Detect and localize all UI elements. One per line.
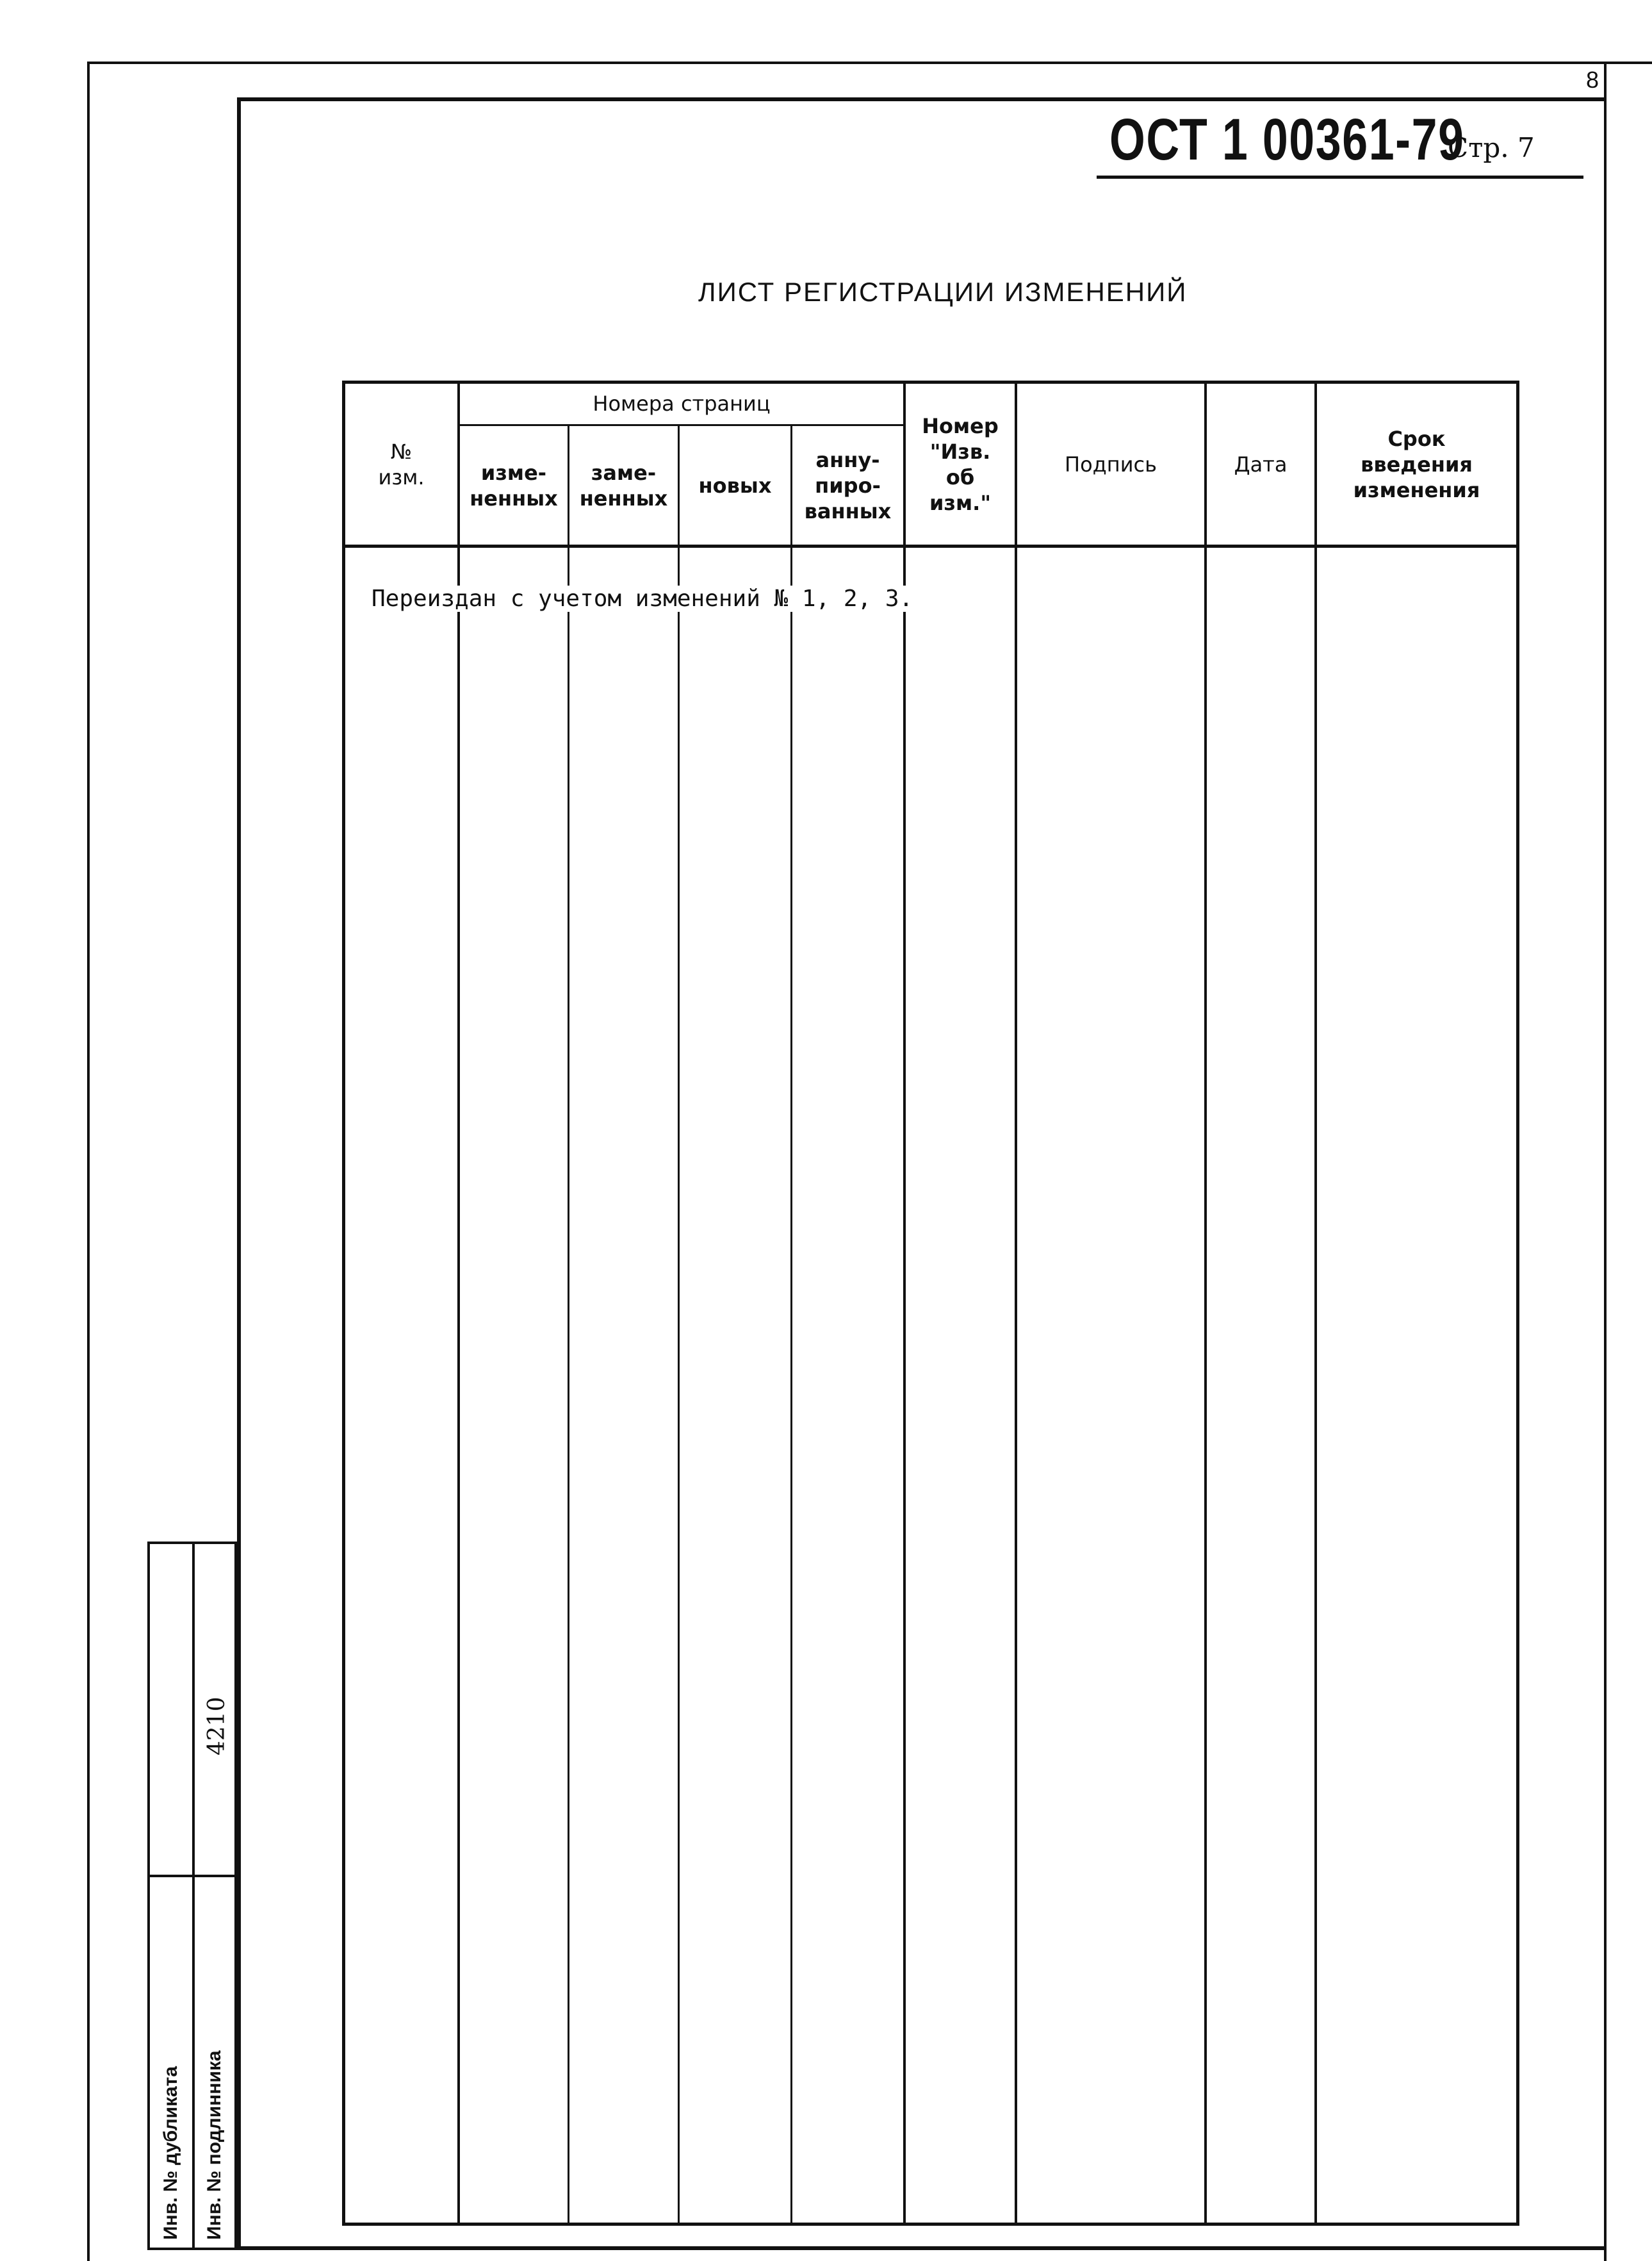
header-bottom-rule (342, 545, 1519, 548)
outer-frame-right (1604, 62, 1607, 2261)
header-page-numbers: Номера страниц (593, 391, 771, 416)
stamp-row-divider (147, 1875, 237, 1877)
document-title: ЛИСТ РЕГИСТРАЦИИ ИЗМЕНЕНИЙ (698, 277, 1188, 307)
outer-frame-left (87, 62, 90, 2261)
original-inventory-value: 4210 (204, 1697, 230, 1755)
col-divider (568, 424, 569, 2226)
original-inventory-label: Инв. № подлинника (204, 2050, 225, 2240)
document-code: ОСТ 1 00361-79 (1109, 107, 1465, 172)
col-divider (678, 424, 680, 2226)
col-divider (790, 424, 792, 2226)
header-notice-number: Номер "Изв. об изм." (922, 413, 999, 515)
change-registration-table (342, 381, 1519, 2226)
inner-frame-left (237, 97, 241, 2250)
col-divider (1204, 381, 1207, 2226)
header-annulled: анну- пиро- ванных (804, 447, 892, 523)
duplicate-inventory-label: Инв. № дубликата (160, 2066, 181, 2240)
header-new: новых (698, 473, 772, 498)
reissue-note: Переиздан с учетом изменений № 1, 2, 3. (368, 586, 917, 612)
header-effective-date: Срок введения изменения (1353, 426, 1480, 502)
header-signature: Подпись (1065, 452, 1157, 477)
col-divider (903, 381, 906, 2226)
header-underline (1097, 176, 1583, 179)
sheet-number: 8 (1586, 67, 1599, 93)
page-label: Стр. 7 (1448, 132, 1535, 163)
header-changed: изме- ненных (470, 460, 558, 511)
stamp-col-divider (192, 1542, 195, 2250)
header-change-number: № изм. (378, 439, 425, 489)
inner-frame-top (237, 97, 1604, 101)
col-divider (457, 381, 460, 2226)
col-divider (1314, 381, 1317, 2226)
header-replaced: заме- ненных (579, 460, 668, 511)
inner-frame-bottom (237, 2246, 1604, 2250)
header-date: Дата (1234, 452, 1288, 477)
col-divider (1015, 381, 1017, 2226)
outer-frame-top (88, 62, 1652, 64)
